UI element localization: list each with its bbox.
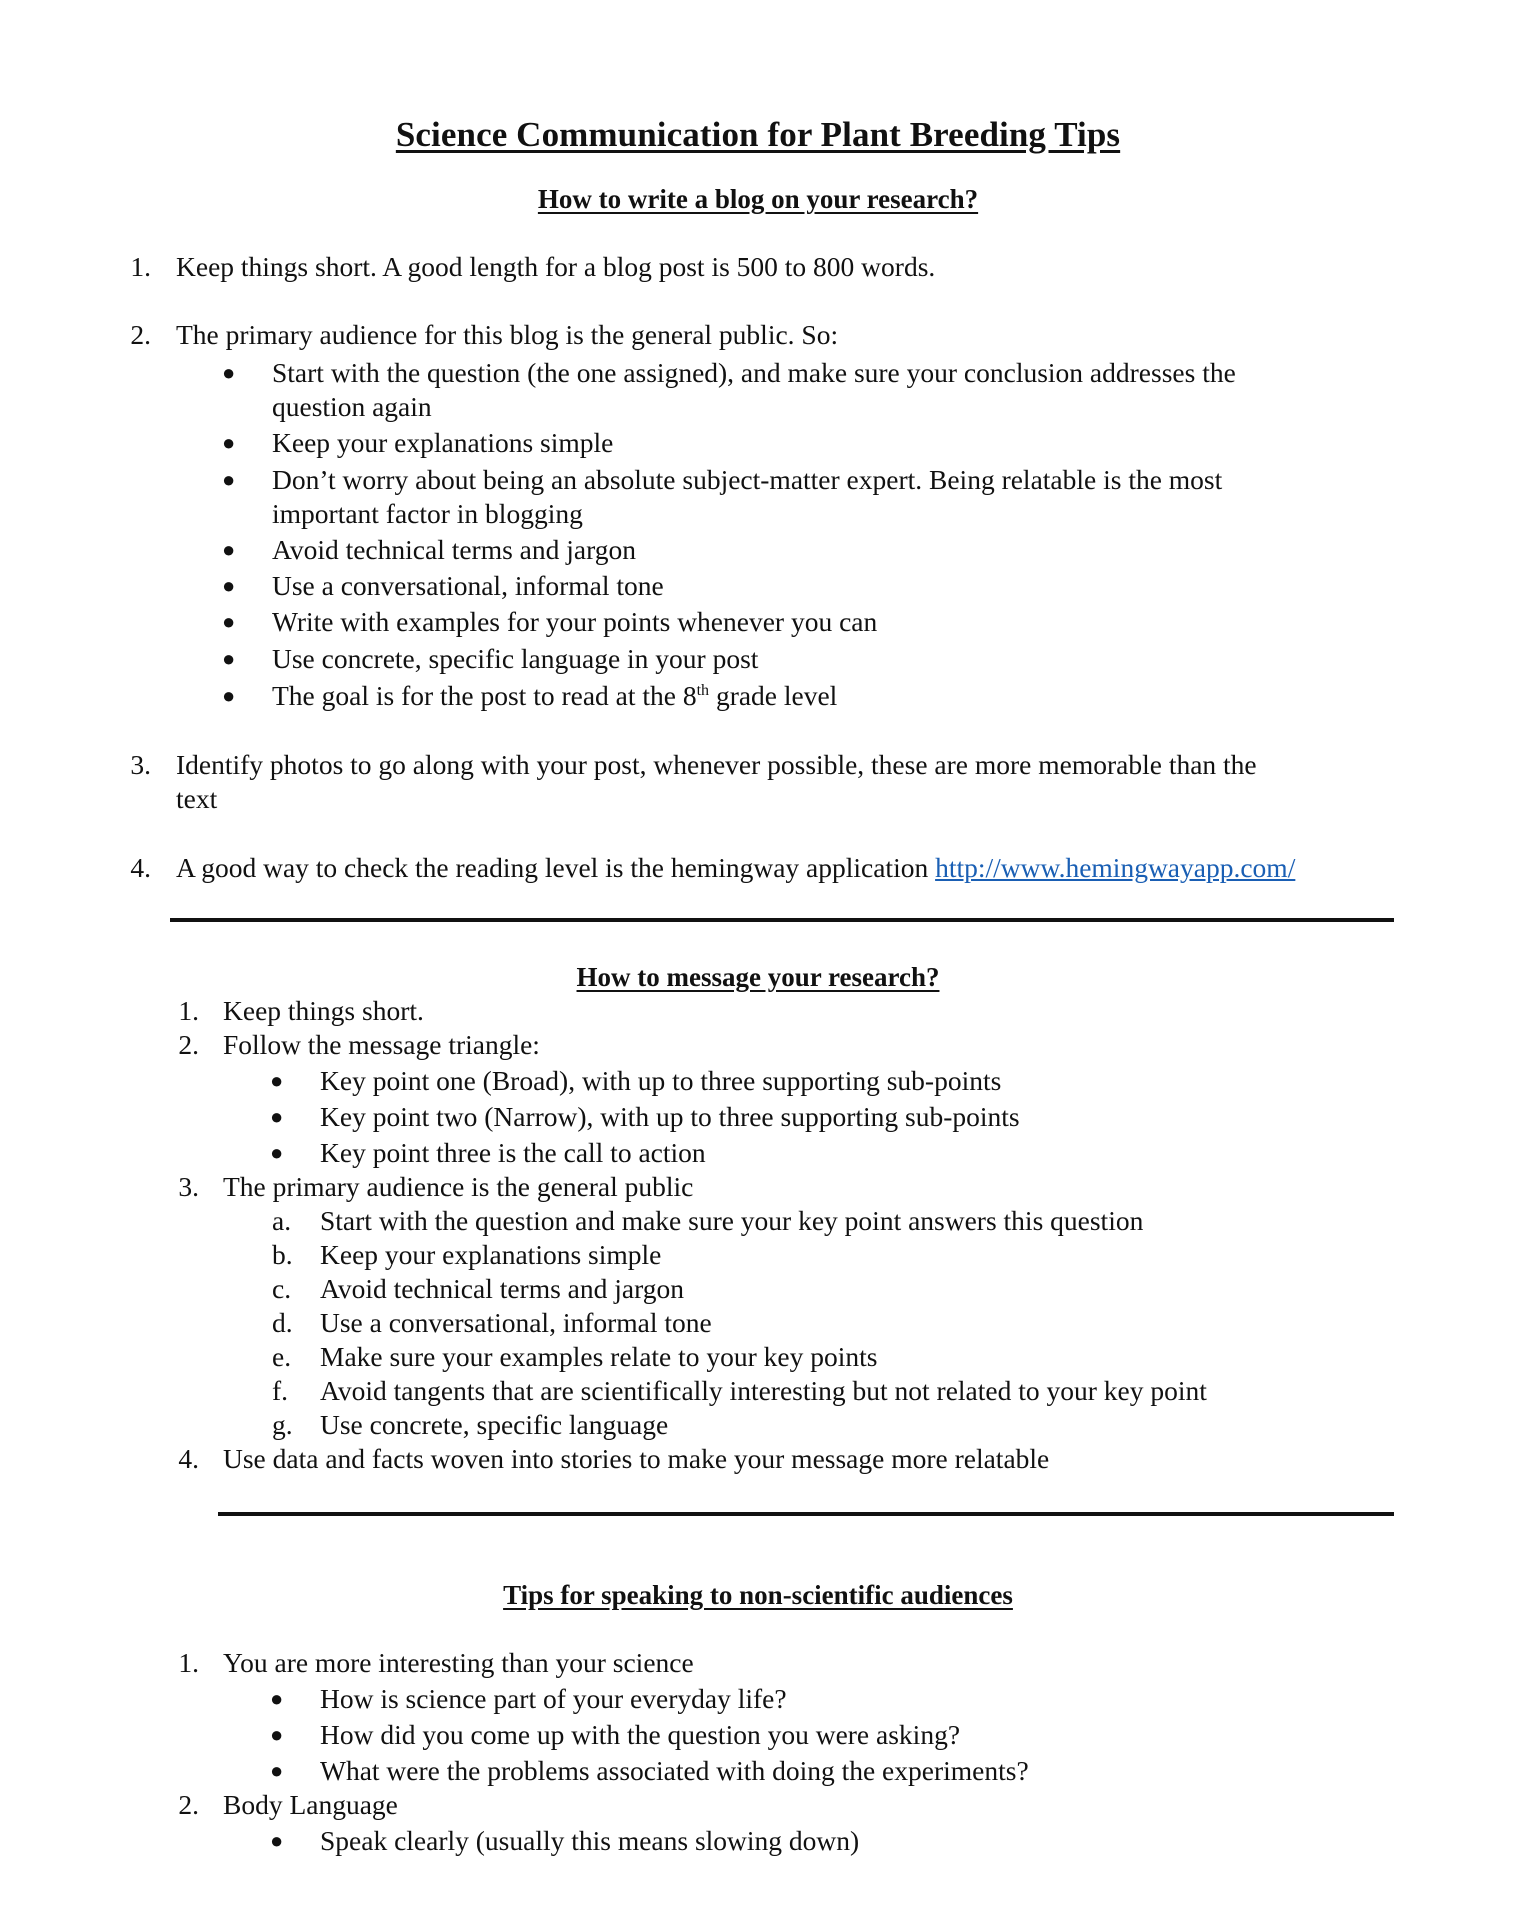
s1-bullet-marker-6 <box>222 605 235 639</box>
s2-item-4: Use data and facts woven into stories to make your message more relatable <box>223 1443 1050 1474</box>
s3-item-2: Body Language <box>223 1789 398 1820</box>
s2-subitem-e: Make sure your examples relate to your key points <box>320 1341 878 1372</box>
hemingway-link[interactable]: http://www.hemingwayapp.com/ <box>935 852 1296 883</box>
s2-subitem-c: Avoid technical terms and jargon <box>320 1273 685 1304</box>
s1-num-1: 1. <box>130 251 151 282</box>
s2-num-1: 1. <box>178 995 199 1026</box>
s1-bullet-marker-3 <box>222 463 235 497</box>
s1-bullet-3b: important factor in blogging <box>272 498 583 529</box>
s1-item-3b: text <box>176 783 218 814</box>
s3-bullet-marker-4 <box>270 1824 283 1858</box>
s1-bullet-marker-1 <box>222 356 235 390</box>
s2-subitem-d: Use a conversational, informal tone <box>320 1307 712 1338</box>
s1-bullet-1b: question again <box>272 391 432 422</box>
s2-letter-f: f. <box>272 1375 289 1406</box>
s2-subitem-a: Start with the question and make sure your key point answers this question <box>320 1205 1144 1236</box>
s1-num-3: 3. <box>130 749 151 780</box>
s1-bullet-7: Use concrete, specific language in your post <box>272 643 759 674</box>
s1-bullet-1a: Start with the question (the one assigned), and make sure your conclusion addresses the <box>272 357 1236 388</box>
s1-bullet-2: Keep your explanations simple <box>272 427 614 458</box>
s2-item-2: Follow the message triangle: <box>223 1029 540 1060</box>
s3-bullet-marker-1 <box>270 1682 283 1716</box>
s2-subitem-f: Avoid tangents that are scientifically interesting but not related to your key point <box>320 1375 1207 1406</box>
s2-letter-g: g. <box>272 1409 293 1440</box>
s3-num-2: 2. <box>178 1789 199 1820</box>
section1-heading: How to write a blog on your research? <box>537 184 979 214</box>
s2-item-3: The primary audience is the general public <box>223 1171 694 1202</box>
s1-bullet-marker-2 <box>222 426 235 460</box>
s1-num-4: 4. <box>130 852 151 883</box>
section-divider-2 <box>218 1512 1394 1516</box>
document-title: Science Communication for Plant Breeding Tips <box>395 115 1121 154</box>
s3-bullet-1: How is science part of your everyday life? <box>320 1683 787 1714</box>
s1-bullet-8 <box>272 679 837 713</box>
s3-bullet-4: Speak clearly (usually this means slowing down) <box>320 1825 860 1856</box>
s1-item-2: The primary audience for this blog is the general public. So: <box>176 319 839 350</box>
s2-num-2: 2. <box>178 1029 199 1060</box>
s1-bullet-3a: Don’t worry about being an absolute subject-matter expert. Being relatable is the most <box>272 464 1223 495</box>
s1-item-1: Keep things short. A good length for a blog post is 500 to 800 words. <box>176 251 936 282</box>
s1-item-4 <box>176 851 1295 885</box>
s2-bullet-2: Key point two (Narrow), with up to three supporting sub-points <box>320 1101 1020 1132</box>
s1-num-2: 2. <box>130 319 151 350</box>
s2-letter-d: d. <box>272 1307 293 1338</box>
s3-num-1: 1. <box>178 1647 199 1678</box>
s1-bullet-marker-7 <box>222 642 235 676</box>
s2-bullet-marker-3 <box>270 1136 283 1170</box>
s3-bullet-marker-3 <box>270 1754 283 1788</box>
s2-subitem-g: Use concrete, specific language <box>320 1409 669 1440</box>
s2-num-4: 4. <box>178 1443 199 1474</box>
s2-bullet-marker-1 <box>270 1064 283 1098</box>
s3-item-1: You are more interesting than your science <box>223 1647 694 1678</box>
s2-bullet-marker-2 <box>270 1100 283 1134</box>
section3-heading: Tips for speaking to non-scientific audiences <box>503 1580 1013 1610</box>
s2-num-3: 3. <box>178 1171 199 1202</box>
s1-item-4-text: A good way to check the reading level is the hemingway application <box>176 852 936 883</box>
goal-superscript: th <box>696 681 710 699</box>
s2-letter-c: c. <box>272 1273 292 1304</box>
s2-letter-e: e. <box>272 1341 292 1372</box>
s2-letter-b: b. <box>272 1239 293 1270</box>
section2-heading: How to message your research? <box>576 962 940 992</box>
goal-suffix: grade level <box>709 680 838 711</box>
goal-prefix: The goal is for the post to read at the 8 <box>272 680 697 711</box>
s1-bullet-marker-8 <box>222 679 235 713</box>
section-divider-1 <box>170 918 1394 922</box>
s3-bullet-marker-2 <box>270 1718 283 1752</box>
s1-item-3a: Identify photos to go along with your post, whenever possible, these are more memorable than the <box>176 749 1257 780</box>
s1-bullet-4: Avoid technical terms and jargon <box>272 534 637 565</box>
s1-bullet-5: Use a conversational, informal tone <box>272 570 664 601</box>
s1-bullet-marker-4 <box>222 533 235 567</box>
s3-bullet-2: How did you come up with the question you were asking? <box>320 1719 961 1750</box>
s2-letter-a: a. <box>272 1205 292 1236</box>
s1-bullet-marker-5 <box>222 569 235 603</box>
s3-bullet-3: What were the problems associated with doing the experiments? <box>320 1755 1029 1786</box>
s2-item-1: Keep things short. <box>223 995 424 1026</box>
s2-bullet-1: Key point one (Broad), with up to three supporting sub-points <box>320 1065 1002 1096</box>
s2-bullet-3: Key point three is the call to action <box>320 1137 706 1168</box>
s2-subitem-b: Keep your explanations simple <box>320 1239 662 1270</box>
s1-bullet-6: Write with examples for your points whenever you can <box>272 606 878 637</box>
